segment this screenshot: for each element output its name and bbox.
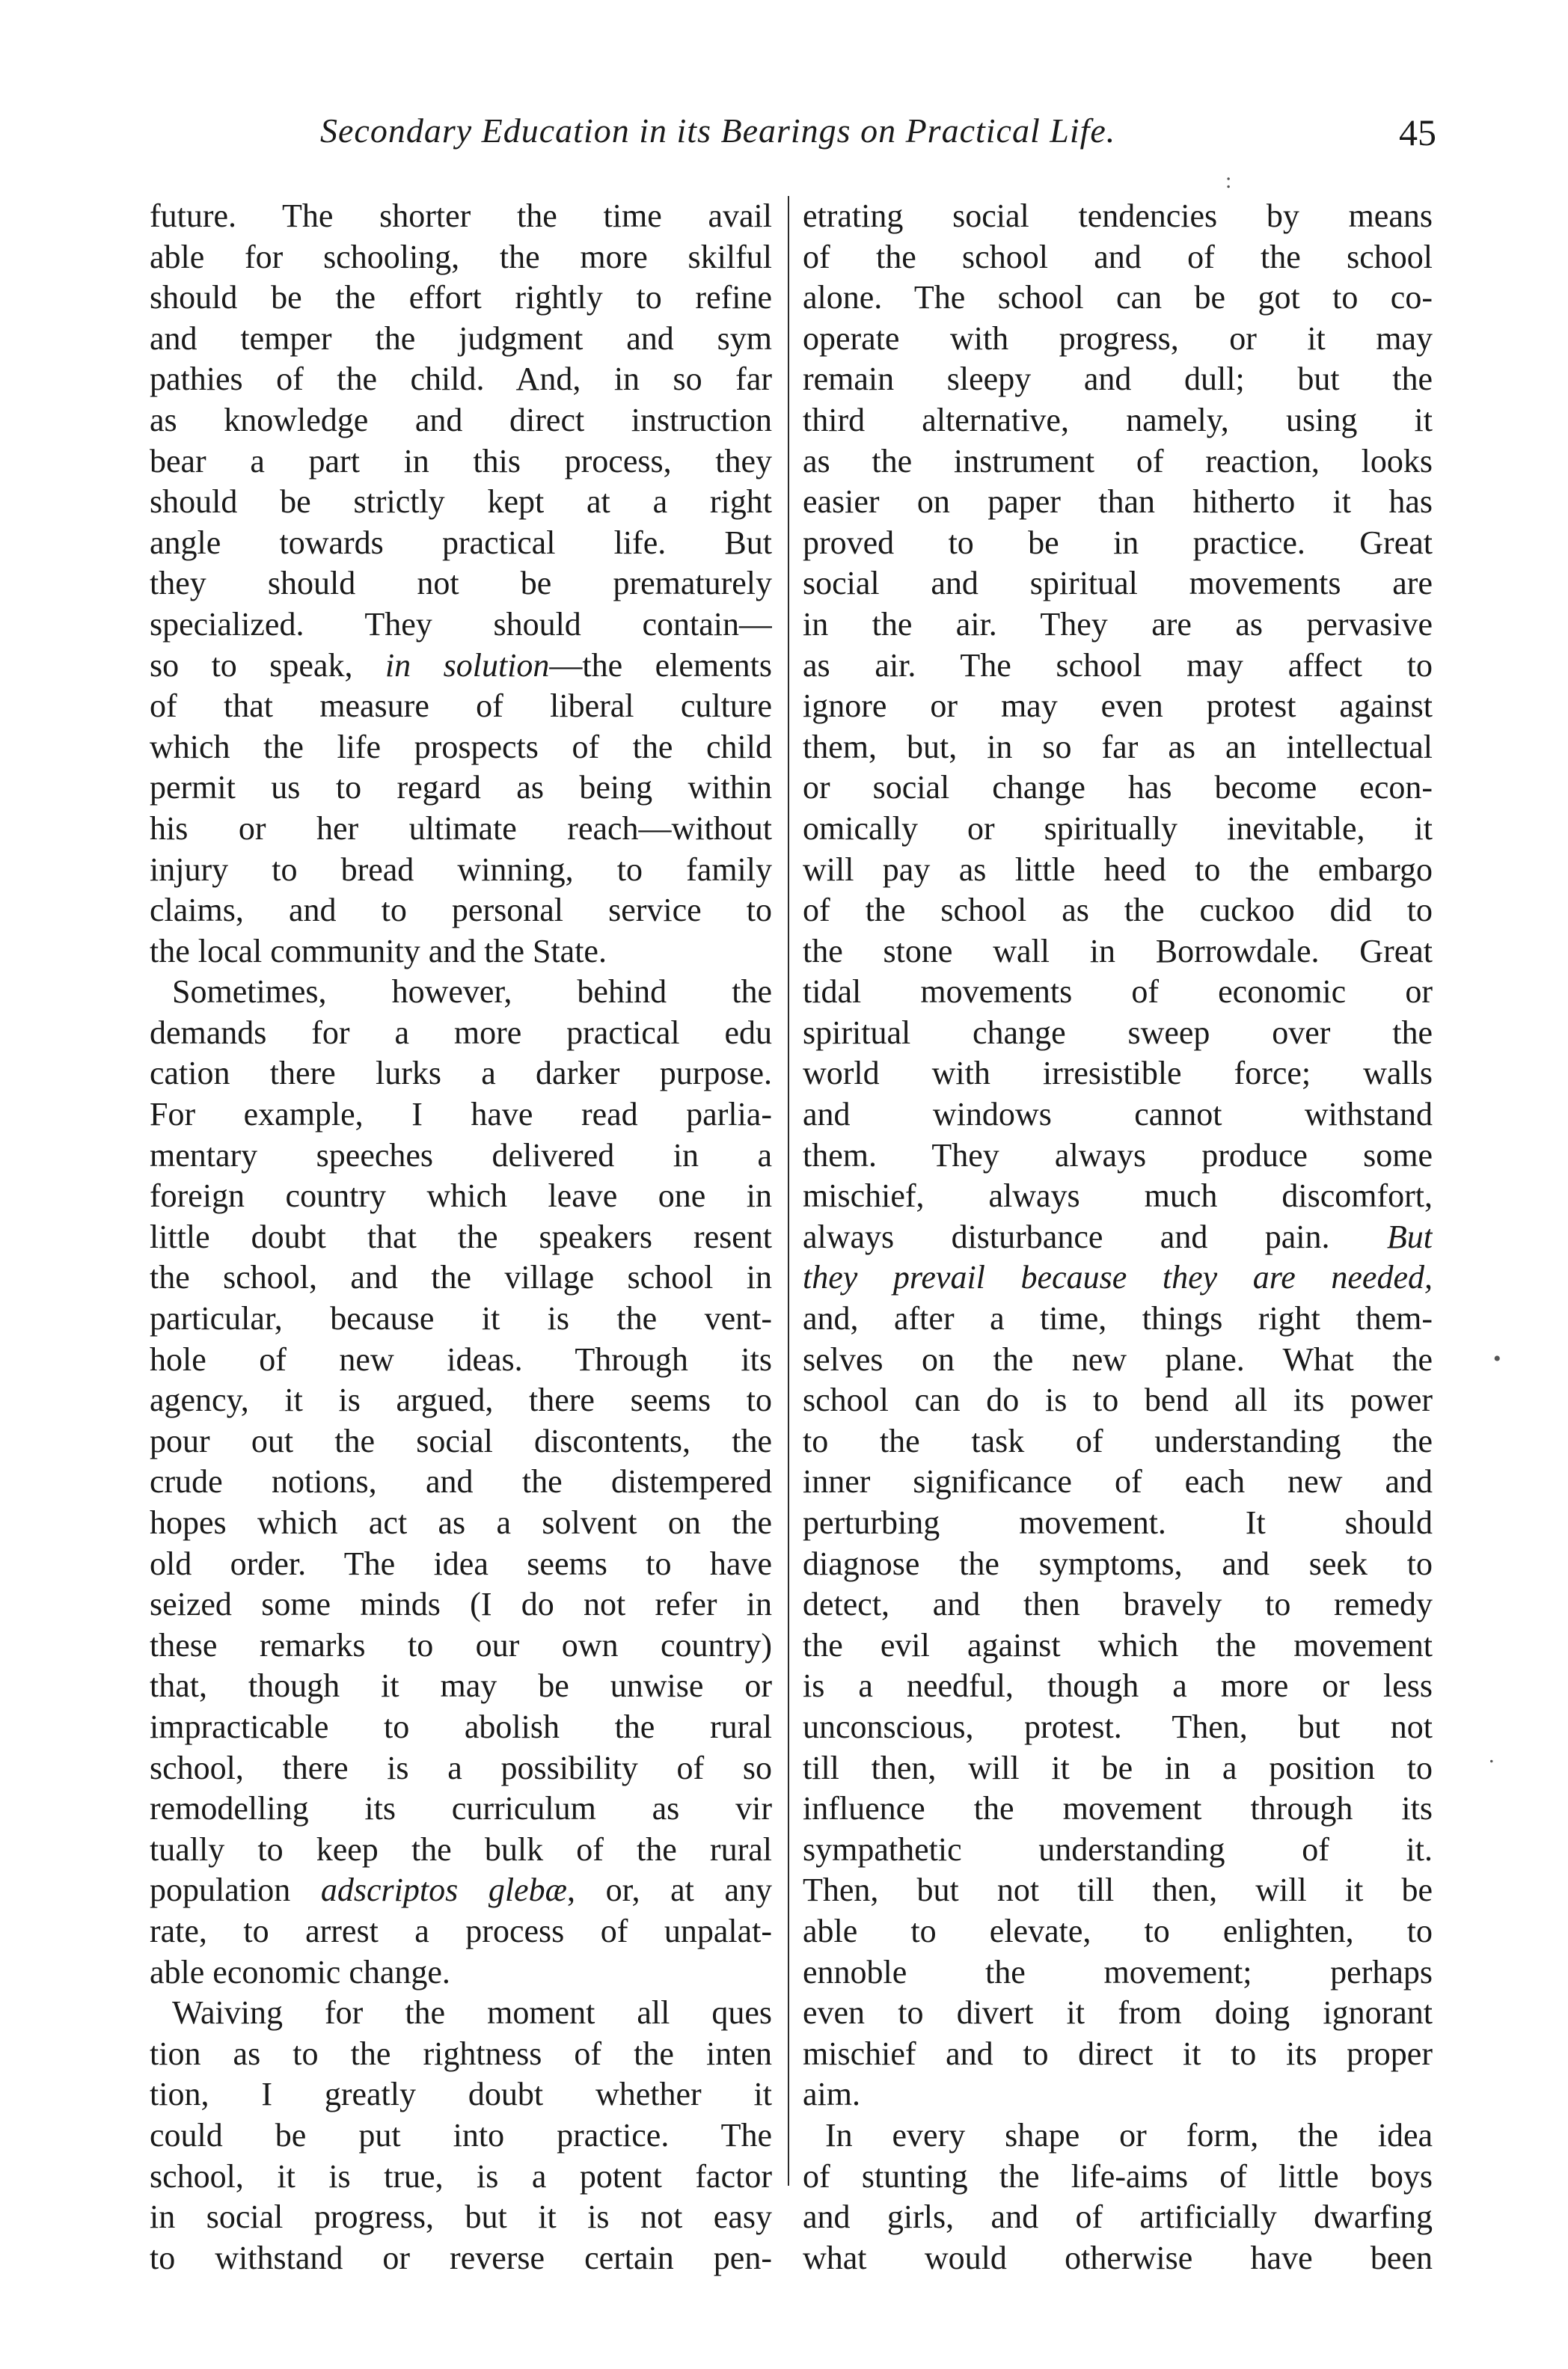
- text-line: pathies of the child. And, in so far: [150, 361, 772, 398]
- text-line: hopes which act as a solvent on the: [150, 1504, 772, 1541]
- text-line: mischief, always much discomfort,: [803, 1177, 1433, 1215]
- text-line: in social progress, but it is not easy: [150, 2198, 772, 2236]
- paragraph-start-line: Sometimes, however, behind the: [172, 973, 772, 1011]
- text-line: inner significance of each new and: [803, 1463, 1433, 1501]
- text-line: tion, I greatly doubt whether it: [150, 2076, 772, 2113]
- text-line: angle towards practical life. But: [150, 524, 772, 561]
- text-line: them. They always produce some: [803, 1136, 1433, 1174]
- text-line: demands for a more practical edu: [150, 1014, 772, 1051]
- text-line: cation there lurks a darker purpose.: [150, 1055, 772, 1092]
- text-line: little doubt that the speakers resent: [150, 1218, 772, 1255]
- text-line: as the instrument of reaction, looks: [803, 442, 1433, 479]
- text-line: diagnose the symptoms, and seek to: [803, 1545, 1433, 1582]
- text-line: could be put into practice. The: [150, 2116, 772, 2154]
- text-line: of the school as the cuckoo did to: [803, 892, 1433, 929]
- text-line: crude notions, and the distempered: [150, 1463, 772, 1501]
- text-line: selves on the new plane. What the: [803, 1340, 1433, 1378]
- text-line: school can do is to bend all its power: [803, 1382, 1433, 1419]
- text-line: hole of new ideas. Through its: [150, 1340, 772, 1378]
- text-line: should be the effort rightly to refine: [150, 279, 772, 316]
- text-line: sympathetic understanding of it.: [803, 1830, 1433, 1868]
- running-title: Secondary Education in its Bearings on Practical Life.: [320, 111, 1116, 150]
- text-line: alone. The school can be got to co-: [803, 279, 1433, 316]
- print-speck: .: [1489, 1743, 1495, 1768]
- text-line: future. The shorter the time avail: [150, 197, 772, 234]
- text-line: social and spiritual movements are: [803, 565, 1433, 602]
- text-line: remain sleepy and dull; but the: [803, 361, 1433, 398]
- text-line: tually to keep the bulk of the rural: [150, 1830, 772, 1868]
- text-line: particular, because it is the vent-: [150, 1300, 772, 1337]
- text-line: which the life prospects of the child: [150, 728, 772, 765]
- text-line: pour out the social discontents, the: [150, 1422, 772, 1459]
- text-line: third alternative, namely, using it: [803, 401, 1433, 438]
- text-line: foreign country which leave one in: [150, 1177, 772, 1215]
- text-line: rate, to arrest a process of unpalat-: [150, 1912, 772, 1949]
- text-line: his or her ultimate reach—without: [150, 809, 772, 847]
- text-line: school, there is a possibility of so: [150, 1749, 772, 1786]
- text-line: or social change has become econ-: [803, 769, 1433, 806]
- text-line: and girls, and of artificially dwarfing: [803, 2198, 1433, 2236]
- text-line: to withstand or reverse certain pen-: [150, 2239, 772, 2276]
- text-line: as air. The school may affect to: [803, 646, 1433, 684]
- italic-line: they prevail because they are needed,: [803, 1259, 1433, 1296]
- text-line: of the school and of the school: [803, 238, 1433, 275]
- text-line: world with irresistible force; walls: [803, 1055, 1433, 1092]
- left-column: [150, 196, 772, 2278]
- text-line: mischief and to direct it to its proper: [803, 2035, 1433, 2072]
- print-speck: :: [1225, 168, 1232, 193]
- text-line: the stone wall in Borrowdale. Great: [803, 932, 1433, 969]
- text-line: permit us to regard as being within: [150, 769, 772, 806]
- text-line-with-italic: always disturbance and pain. But: [803, 1218, 1433, 1255]
- text-line: will pay as little heed to the embargo: [803, 851, 1433, 888]
- text-line: and windows cannot withstand: [803, 1096, 1433, 1133]
- text-line: what would otherwise have been: [803, 2239, 1433, 2276]
- text-line: For example, I have read parlia-: [150, 1096, 772, 1133]
- text-line: tidal movements of economic or: [803, 973, 1433, 1011]
- text-line: able economic change.: [150, 1953, 450, 1990]
- text-line: injury to bread winning, to family: [150, 851, 772, 888]
- text-line: ennoble the movement; perhaps: [803, 1953, 1433, 1990]
- text-line: claims, and to personal service to: [150, 892, 772, 929]
- text-line: agency, it is argued, there seems to: [150, 1382, 772, 1419]
- text-line: in the air. They are as pervasive: [803, 605, 1433, 643]
- text-line: the evil against which the movement: [803, 1626, 1433, 1664]
- text-line: they should not be prematurely: [150, 565, 772, 602]
- text-line: omically or spiritually inevitable, it: [803, 809, 1433, 847]
- text-line: tion as to the rightness of the inten: [150, 2035, 772, 2072]
- text-line: and, after a time, things right them-: [803, 1300, 1433, 1337]
- text-line: these remarks to our own country): [150, 1626, 772, 1664]
- column-divider: [788, 196, 789, 2186]
- text-line: able to elevate, to enlighten, to: [803, 1912, 1433, 1949]
- text-line: remodelling its curriculum as vir: [150, 1790, 772, 1827]
- text-line: perturbing movement. It should: [803, 1504, 1433, 1541]
- text-line: proved to be in practice. Great: [803, 524, 1433, 561]
- text-line: impracticable to abolish the rural: [150, 1708, 772, 1745]
- text-line: seized some minds (I do not refer in: [150, 1586, 772, 1623]
- text-line: able for schooling, the more skilful: [150, 238, 772, 275]
- paragraph-start-line: In every shape or form, the idea: [825, 2116, 1433, 2154]
- text-line: even to divert it from doing ignorant: [803, 1994, 1433, 2032]
- text-line: operate with progress, or it may: [803, 319, 1433, 357]
- page-number: 45: [1399, 111, 1436, 153]
- text-line: that, though it may be unwise or: [150, 1667, 772, 1705]
- text-line: Then, but not till then, will it be: [803, 1872, 1433, 1909]
- text-line: should be strictly kept at a right: [150, 483, 772, 521]
- text-line: as knowledge and direct instruction: [150, 401, 772, 438]
- text-line: the local community and the State.: [150, 932, 607, 969]
- text-line: etrating social tendencies by means: [803, 197, 1433, 234]
- text-line: of stunting the life-aims of little boys: [803, 2157, 1433, 2195]
- text-line: aim.: [803, 2076, 860, 2113]
- text-line-with-italic: so to speak, in solution—the elements: [150, 646, 772, 684]
- text-line: is a needful, though a more or less: [803, 1667, 1433, 1705]
- text-line: influence the movement through its: [803, 1790, 1433, 1827]
- text-line: ignore or may even protest against: [803, 687, 1433, 725]
- text-line-with-italic: population adscriptos glebæ, or, at any: [150, 1872, 772, 1909]
- text-line: mentary speeches delivered in a: [150, 1136, 772, 1174]
- text-line: them, but, in so far as an intellectual: [803, 728, 1433, 765]
- running-head: [150, 111, 1436, 163]
- text-line: the school, and the village school in: [150, 1259, 772, 1296]
- print-speck: •: [1493, 1346, 1501, 1371]
- text-line: of that measure of liberal culture: [150, 687, 772, 725]
- text-line: old order. The idea seems to have: [150, 1545, 772, 1582]
- text-line: specialized. They should contain—: [150, 605, 772, 643]
- right-column: [803, 196, 1433, 2278]
- text-line: unconscious, protest. Then, but not: [803, 1708, 1433, 1745]
- text-line: spiritual change sweep over the: [803, 1014, 1433, 1051]
- text-line: to the task of understanding the: [803, 1422, 1433, 1459]
- text-line: bear a part in this process, they: [150, 442, 772, 479]
- text-line: school, it is true, is a potent factor: [150, 2157, 772, 2195]
- text-line: and temper the judgment and sym: [150, 319, 772, 357]
- text-line: till then, will it be in a position to: [803, 1749, 1433, 1786]
- paragraph-start-line: Waiving for the moment all ques: [172, 1994, 772, 2032]
- text-line: easier on paper than hitherto it has: [803, 483, 1433, 521]
- text-line: detect, and then bravely to remedy: [803, 1586, 1433, 1623]
